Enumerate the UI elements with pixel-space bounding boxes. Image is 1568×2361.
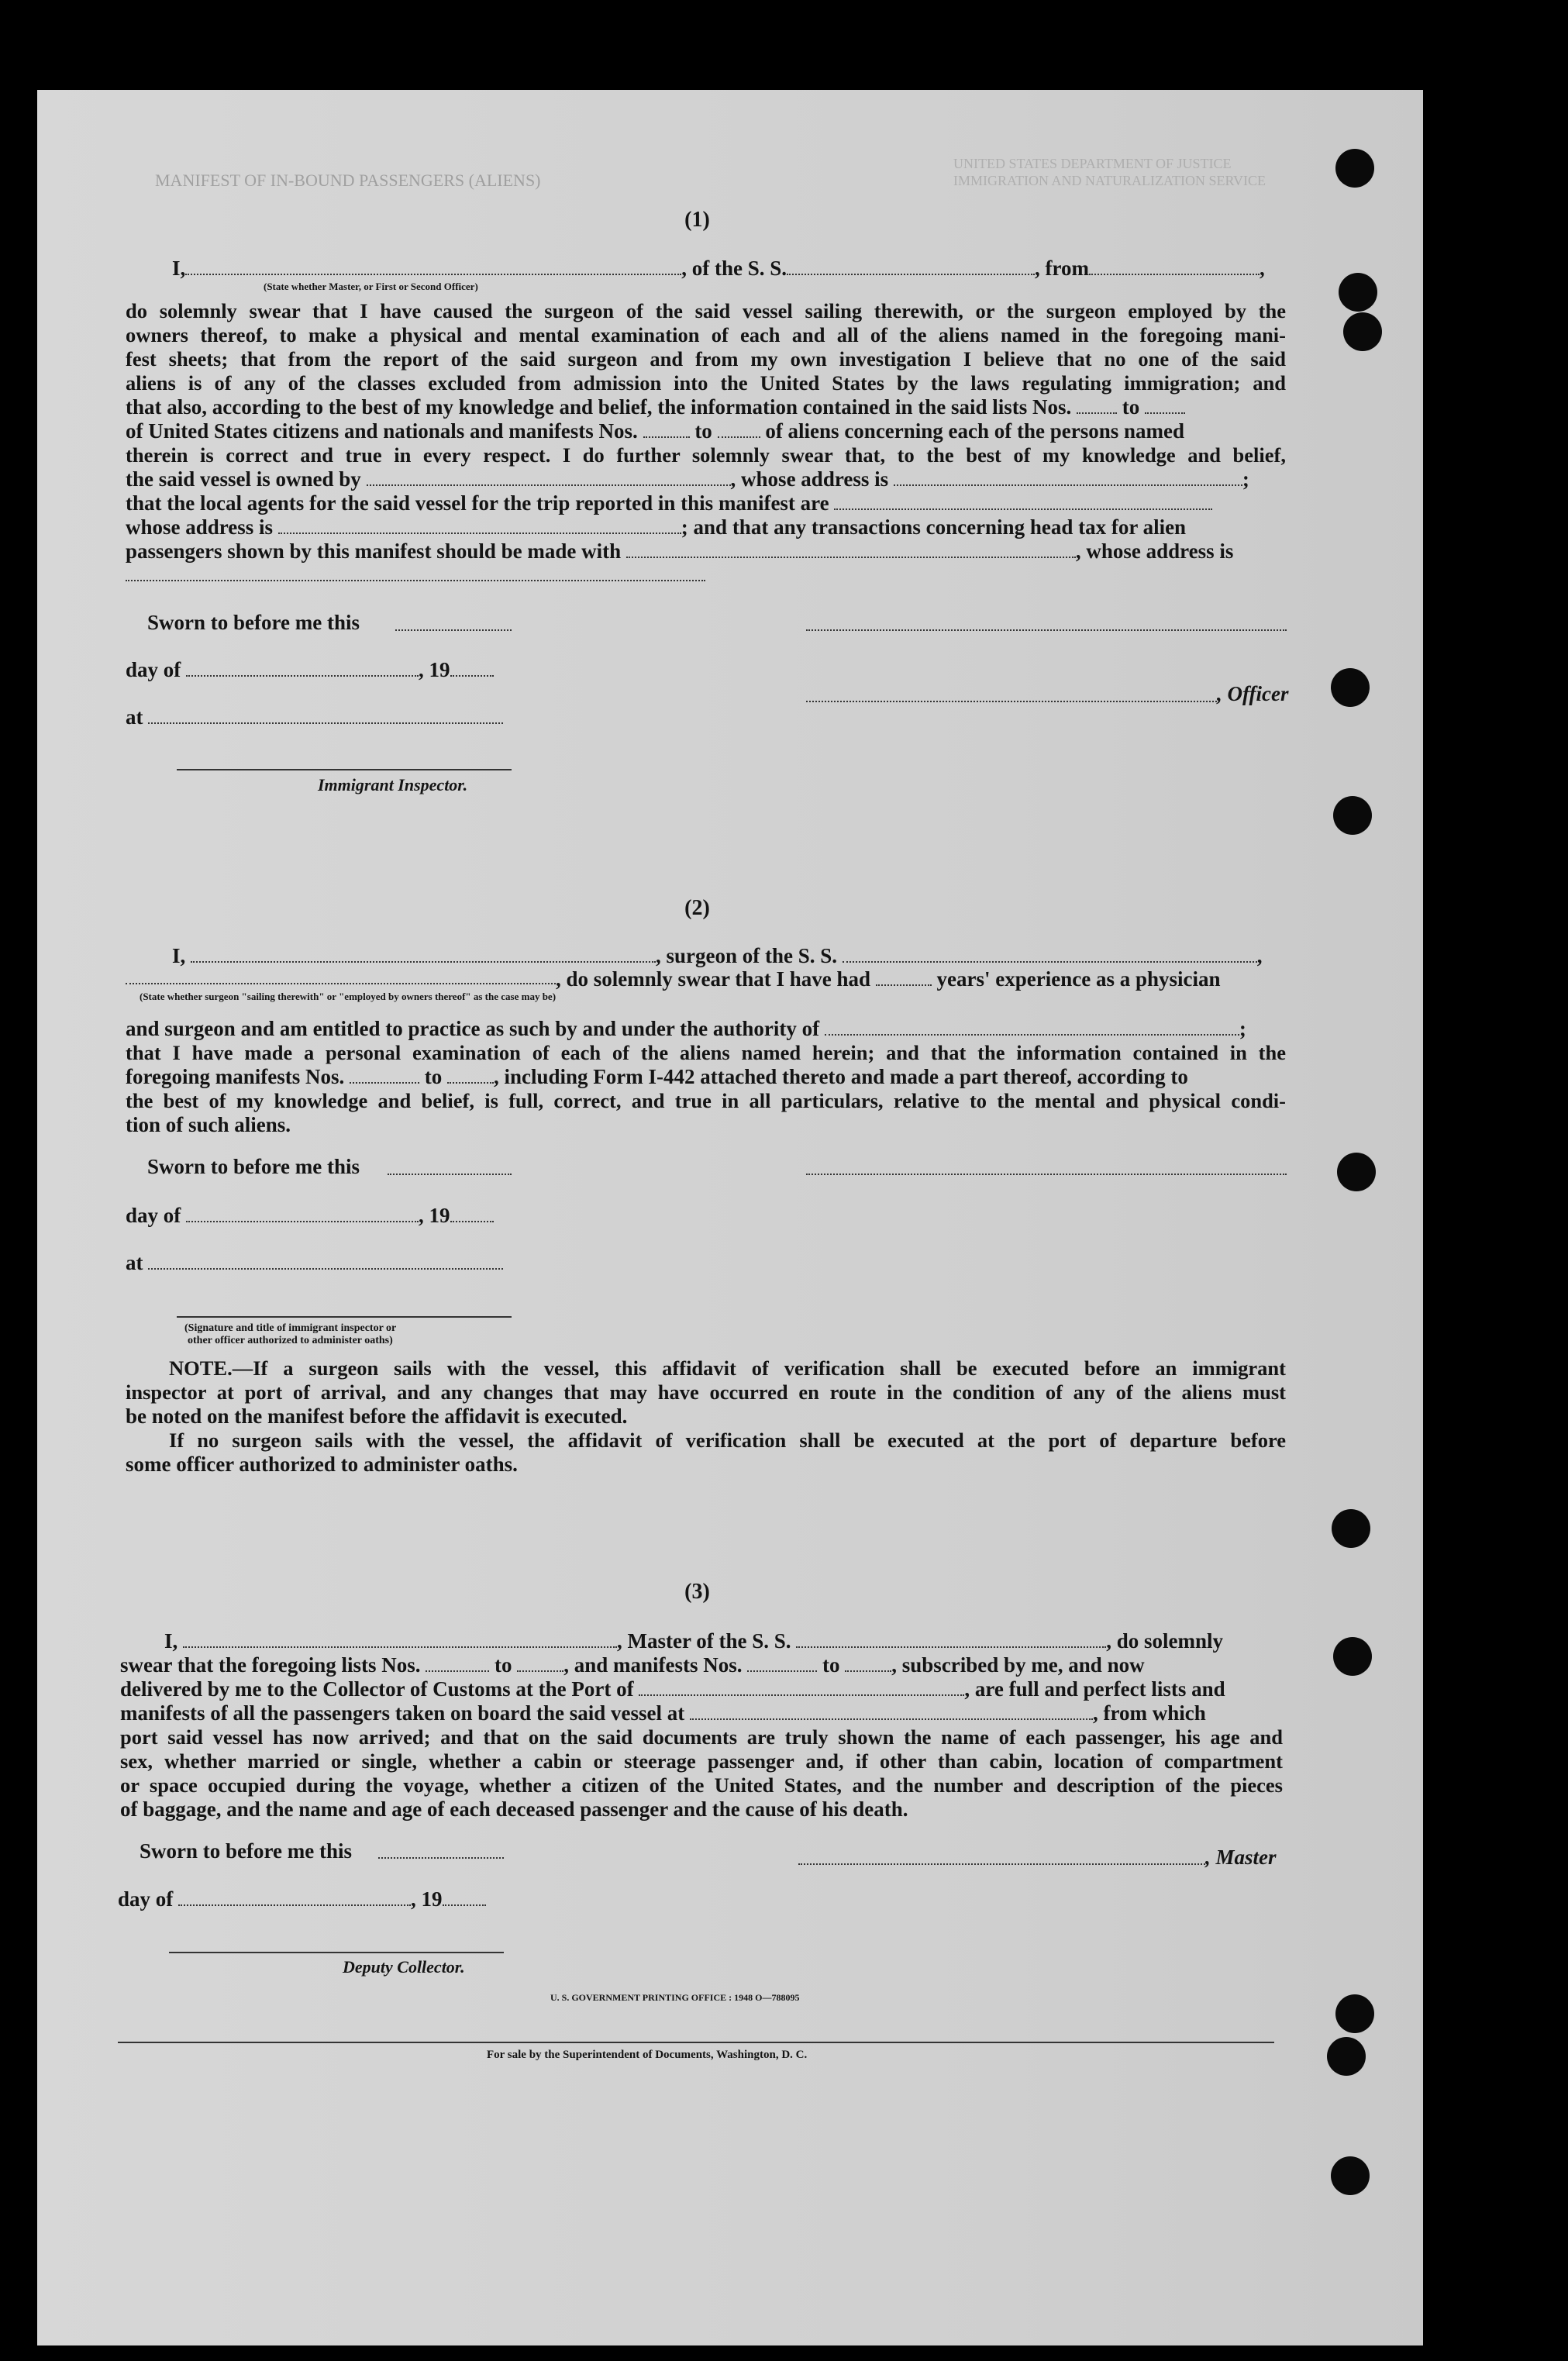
note-line: NOTE.—If a surgeon sails with the vessel, this affidavit of verification shall be executed before an immigrant: [169, 1356, 1286, 1380]
sale-notice: For sale by the Superintendent of Documents, Washington, D. C.: [487, 2049, 808, 2061]
label-i: I,: [172, 257, 186, 280]
body-line: of baggage, and the name and age of each deceased passenger and the cause of his death.: [120, 1797, 908, 1821]
day-of-line: day of , 19: [126, 658, 494, 682]
address-continuation-field[interactable]: [126, 580, 705, 581]
best-line: the best of my knowledge and belief, is full, correct, and true in all particulars, relative to the mental and physical condi-: [126, 1089, 1286, 1112]
oath-line: fest sheets; that from the report of the said surgeon and from my own investigation I believe that no one of the said: [126, 347, 1286, 371]
surgeon-status-field[interactable]: [126, 983, 556, 984]
exam-line: that I have made a personal examination of each of the aliens named herein; and that the information contained in the: [126, 1041, 1286, 1064]
month-field-3[interactable]: [178, 1904, 411, 1906]
lists-to-field-3[interactable]: [517, 1670, 563, 1672]
agent-address-field[interactable]: [278, 532, 681, 534]
punch-hole: [1339, 273, 1377, 312]
lists-line: that also, according to the best of my knowledge and belief, the information contained in the said lists Nos. to: [126, 395, 1185, 419]
punch-hole: [1333, 1637, 1372, 1676]
signature-note: (Signature and title of immigrant inspector or: [184, 1322, 397, 1334]
boarding-port-field[interactable]: [690, 1718, 1093, 1720]
body-line: or space occupied during the voyage, whether a citizen of the United States, and the number and description of the pieces: [120, 1773, 1283, 1797]
punch-hole: [1337, 1153, 1376, 1191]
month-field-2[interactable]: [186, 1220, 419, 1222]
surgeon-vessel-field[interactable]: [843, 960, 1257, 963]
body-line: port said vessel has now arrived; and that on the said documents are truly shown the name of each passenger, his age and: [120, 1725, 1283, 1749]
from-port-field[interactable]: [1089, 273, 1260, 275]
master-line: I, , Master of the S. S. , do solemnly: [164, 1629, 1224, 1653]
day-of-line-3: day of , 19: [118, 1887, 486, 1911]
printing-office: U. S. GOVERNMENT PRINTING OFFICE : 1948 O—788095: [550, 1992, 800, 2003]
master-signature-field[interactable]: [798, 1863, 1205, 1865]
lists-from-field[interactable]: [1077, 412, 1117, 414]
manifests-to-field[interactable]: [718, 436, 760, 438]
master-label: , Master: [1205, 1846, 1277, 1869]
officer-title-field[interactable]: [806, 701, 1217, 702]
sworn-date-field-3[interactable]: [378, 1857, 504, 1859]
sworn-label-2: Sworn to before me this: [147, 1155, 360, 1178]
punch-hole: [1331, 668, 1370, 707]
officer-title-note: (State whether Master, or First or Second Officer): [264, 281, 478, 292]
agent-address-line: whose address is ; and that any transactions concerning head tax for alien: [126, 515, 1187, 539]
swear-line: swear that the foregoing lists Nos. to , and manifests Nos. to , subscribed by me, and now: [120, 1653, 1145, 1677]
manifests-from-field-2[interactable]: [350, 1081, 419, 1084]
oath-line: do solemnly swear that I have caused the surgeon of the said vessel sailing therewith, or the surgeon employed by the: [126, 299, 1286, 322]
year-field[interactable]: [450, 674, 494, 677]
at-line-2: at: [126, 1251, 503, 1275]
inspector-signature-line[interactable]: [177, 769, 512, 770]
body-line: sex, whether married or single, whether a cabin or steerage passenger and, if other than cabin, location of compartment: [120, 1749, 1283, 1773]
agents-line: that the local agents for the said vessel for the trip reported in this manifest are: [126, 491, 1212, 515]
day-of-line-2: day of , 19: [126, 1204, 494, 1228]
manifests-line: of United States citizens and nationals and manifests Nos. to of aliens concerning each of the persons named: [126, 419, 1185, 443]
punch-hole: [1335, 1994, 1374, 2033]
agents-field[interactable]: [834, 508, 1212, 510]
delivered-line: delivered by me to the Collector of Customs at the Port of , are full and perfect lists and: [120, 1677, 1225, 1701]
faint-header-left: MANIFEST OF IN-BOUND PASSENGERS (ALIENS): [155, 171, 541, 190]
punch-hole: [1332, 1509, 1370, 1548]
note-line: some officer authorized to administer oaths.: [126, 1453, 518, 1476]
tion-line: tion of such aliens.: [126, 1113, 291, 1136]
head-tax-line: passengers shown by this manifest should be made with , whose address is: [126, 539, 1234, 563]
note-line: inspector at port of arrival, and any changes that may have occurred en route in the condition of any of the aliens must: [126, 1380, 1286, 1404]
deputy-signature-line[interactable]: [169, 1952, 504, 1953]
manifests-to-field-3[interactable]: [845, 1670, 891, 1672]
sworn-label-3: Sworn to before me this: [140, 1839, 352, 1863]
note-line: If no surgeon sails with the vessel, the affidavit of verification shall be executed at the port of departure before: [169, 1429, 1286, 1452]
surgeon-status-note: (State whether surgeon "sailing therewith" or "employed by owners thereof" as the case may be): [140, 991, 557, 1002]
section-3-number: (3): [684, 1580, 710, 1604]
owner-address-field[interactable]: [894, 484, 1242, 486]
surgeon-oath-line: I, , surgeon of the S. S. ,: [172, 944, 1263, 967]
label-from: , from: [1035, 257, 1090, 280]
deputy-label: Deputy Collector.: [343, 1957, 465, 1977]
punch-hole: [1335, 149, 1374, 188]
officer-label: , Officer: [1217, 682, 1289, 705]
master-vessel-field[interactable]: [796, 1646, 1106, 1648]
footer-rule: [118, 2042, 1274, 2043]
master-oath-line: I, , of the S. S. , from ,: [172, 257, 1265, 280]
section-2-number: (2): [684, 896, 710, 920]
head-tax-party-field[interactable]: [626, 556, 1076, 558]
punch-hole: [1333, 796, 1372, 835]
year-field-3[interactable]: [443, 1904, 486, 1906]
surgeon-signature-field[interactable]: [806, 1174, 1287, 1175]
owner-field[interactable]: [367, 484, 731, 486]
faint-header-right: UNITED STATES DEPARTMENT OF JUSTICE IMMIGRATION AND NATURALIZATION SERVICE: [953, 156, 1266, 188]
manifests-line-2: foregoing manifests Nos. to , including Form I-442 attached thereto and made a part thereof, according to: [126, 1065, 1188, 1088]
punch-hole: [1331, 2156, 1370, 2195]
port-field[interactable]: [639, 1694, 964, 1696]
sworn-label: Sworn to before me this: [147, 611, 360, 634]
month-field[interactable]: [186, 674, 419, 677]
sworn-date-field-2[interactable]: [388, 1174, 512, 1175]
section-1-number: (1): [684, 208, 710, 232]
experience-line: , do solemnly swear that I have had years' experience as a physician: [556, 967, 1221, 991]
years-field[interactable]: [876, 984, 932, 986]
inspector-label: Immigrant Inspector.: [318, 775, 468, 794]
manifests-from-field[interactable]: [643, 436, 690, 438]
authority-field[interactable]: [825, 1033, 1239, 1036]
manifests-line-3: manifests of all the passengers taken on board the said vessel at , from which: [120, 1701, 1206, 1725]
sworn-date-field[interactable]: [395, 629, 512, 631]
oath-line: therein is correct and true in every respect. I do further solemnly swear that, to the best of my knowledge and belief,: [126, 443, 1286, 467]
oath-officer-signature-line[interactable]: [177, 1316, 512, 1318]
vessel-name-field[interactable]: [787, 273, 1035, 275]
owner-line: the said vessel is owned by , whose address is ;: [126, 467, 1249, 491]
oath-line: aliens is of any of the classes excluded from admission into the United States by the laws regulating immigration; and: [126, 371, 1286, 395]
officer-name-field[interactable]: [185, 273, 681, 275]
punch-hole: [1343, 312, 1382, 351]
master-name-field[interactable]: [183, 1646, 617, 1648]
at-place-field[interactable]: [148, 722, 503, 724]
manifests-to-field-2[interactable]: [447, 1081, 494, 1084]
label-of-ss: , of the S. S.: [681, 257, 787, 280]
manifests-from-field-3[interactable]: [747, 1670, 817, 1672]
lists-from-field-3[interactable]: [426, 1670, 489, 1672]
signature-note: other officer authorized to administer oaths): [188, 1335, 393, 1346]
lists-to-field[interactable]: [1145, 412, 1185, 414]
note-line: be noted on the manifest before the affidavit is executed.: [126, 1405, 628, 1428]
punch-hole: [1327, 2037, 1366, 2076]
officer-signature-field[interactable]: [806, 629, 1287, 631]
oath-line: owners thereof, to make a physical and mental examination of each and all of the aliens named in the foregoing mani-: [126, 323, 1286, 346]
at-line: at: [126, 705, 503, 729]
at-place-field-2[interactable]: [148, 1267, 503, 1270]
year-field-2[interactable]: [450, 1220, 494, 1222]
authority-line: and surgeon and am entitled to practice as such by and under the authority of ;: [126, 1017, 1246, 1040]
surgeon-name-field[interactable]: [191, 960, 656, 963]
